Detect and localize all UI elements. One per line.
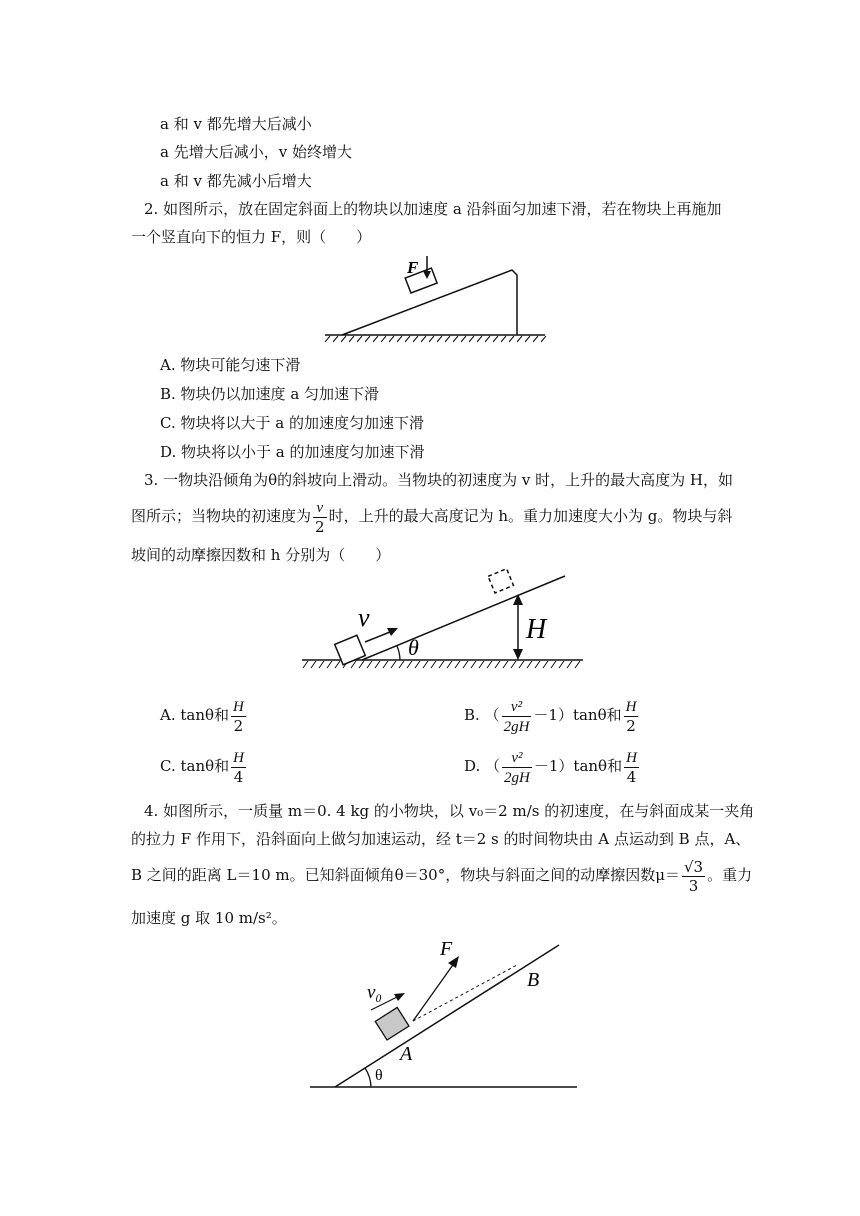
q3-stem-line3: 坡间的动摩擦因数和 h 分别为（ ） [131, 546, 391, 564]
q2-option-c: C. 物块将以大于 a 的加速度匀加速下滑 [160, 414, 424, 432]
q4-stem-line3: B 之间的距离 L＝10 m。已知斜面倾角θ＝30°，物块与斜面之间的动摩擦因数μ＝ $\frac{√3}{3}$ 。重力 [131, 857, 753, 895]
q1-option-c: a 先增大后减小，v 始终增大 [160, 143, 352, 161]
q3-v-half-fraction: $\frac{v}{2}$ [315, 500, 325, 536]
q3-stem-line1: 3. 一物块沿倾角为θ的斜坡向上滑动。当物块的初速度为 v 时，上升的最大高度为 H，如 [144, 471, 733, 489]
q3-stem-line2: 图所示；当物块的初速度为 $\frac{v}{2}$ 时，上升的最大高度记为 h。重力加速度大小为 g。物块与斜 [131, 500, 733, 536]
q4-theta-label: θ [375, 1067, 383, 1084]
q2-force-label: F [407, 258, 419, 277]
q4-point-b-label: B [527, 969, 540, 991]
q3-option-c: C. tanθ和 $\frac{H}{4}$ [160, 750, 244, 786]
q4-point-a-label: A [400, 1043, 413, 1065]
q2-option-a: A. 物块可能匀速下滑 [160, 356, 301, 374]
q2-stem-line1: 2. 如图所示，放在固定斜面上的物块以加速度 a 沿斜面匀加速下滑，若在物块上再施加 [144, 200, 722, 218]
q3-velocity-label: v [358, 603, 370, 632]
q4-stem-line2: 的拉力 F 作用下，沿斜面向上做匀加速运动，经 t＝2 s 的时间物块由 A 点运动到 B 点，A、 [131, 830, 751, 848]
q4-stem-line1: 4. 如图所示，一质量 m＝0. 4 kg 的小物块，以 v₀＝2 m/s 的初速度，在与斜面成某一夹角 [144, 802, 755, 820]
q3-option-a: A. tanθ和 $\frac{H}{2}$ [160, 699, 244, 735]
q3-incline-figure [300, 566, 590, 681]
q3-height-label: H [526, 614, 547, 645]
q4-stem-line4: 加速度 g 取 10 m/s²。 [131, 909, 287, 927]
q3-option-d: D. （ $\frac{\text{v²}}{2gH}$ －1）tanθ和 $\frac{H}{4}$ [464, 749, 637, 786]
q4-v0-label: v₀ [367, 982, 383, 1003]
q4-force-label: F [440, 938, 453, 960]
q2-incline-figure [320, 252, 550, 347]
q3-option-b: B. （ $\frac{\text{v²}}{2gH}$ －1）tanθ和 $\frac{H}{2}$ [464, 698, 637, 735]
q1-option-b: a 和 v 都先增大后减小 [160, 115, 312, 133]
q2-option-b: B. 物块仍以加速度 a 匀加速下滑 [160, 385, 380, 403]
q4-incline-figure [305, 935, 585, 1095]
q1-option-d: a 和 v 都先减小后增大 [160, 172, 312, 190]
q2-option-d: D. 物块将以小于 a 的加速度匀加速下滑 [160, 443, 425, 461]
q4-mu-fraction: $\frac{√3}{3}$ [683, 857, 704, 895]
q3-theta-label: θ [408, 635, 419, 660]
q2-stem-line2: 一个竖直向下的恒力 F，则（ ） [131, 228, 372, 246]
